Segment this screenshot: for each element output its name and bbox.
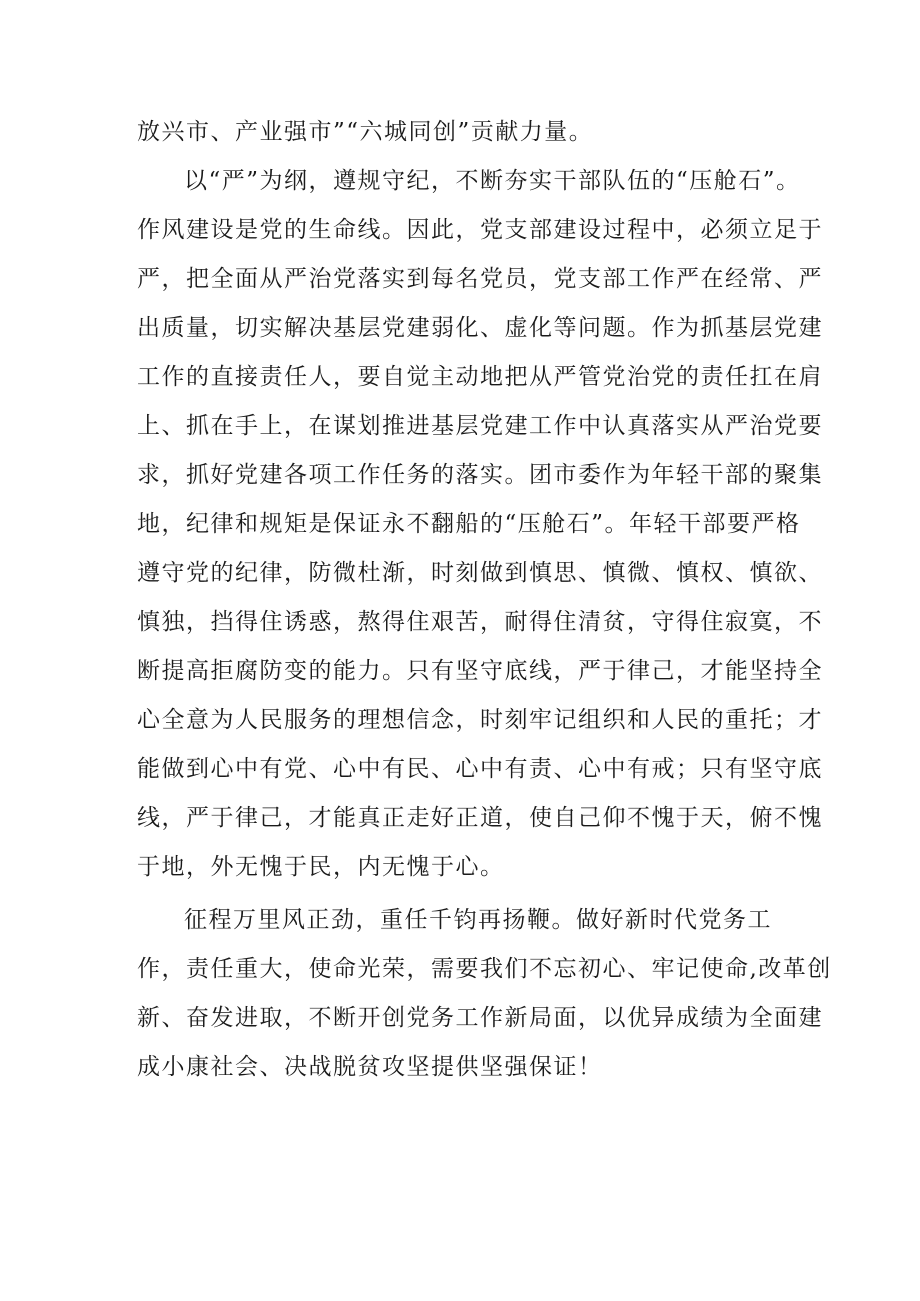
paragraph-continuation [137,108,797,157]
text-line: 征程万里风正劲，重任千钧再扬鞭。做好新时代党务工 [184,907,772,933]
text-line: 作风建设是党的生命线。因此，党支部建设过程中，必须立足于 [137,217,823,243]
text-line: 作，责任重大，使命光荣，需要我们不忘初心、牢记使命,改革创 [137,956,832,982]
document-body [137,108,832,1092]
text-line: 于地，外无愧于民，内无愧于心。 [137,854,505,880]
paragraph-conclusion [137,896,832,1092]
text-line: 遵守党的纪律，防微杜渐，时刻做到慎思、慎微、慎权、慎欲、 [137,560,823,586]
paragraph-discipline [137,157,823,892]
text-line: 成小康社会、决战脱贫攻坚提供坚强保证！ [137,1054,603,1080]
text-line: 能做到心中有党、心中有民、心中有责、心中有戒；只有坚守底 [137,756,823,782]
text-line: 心全意为人民服务的理想信念，时刻牢记组织和人民的重托；才 [137,707,823,733]
text-line: 求，抓好党建各项工作任务的落实。团市委作为年轻干部的聚集 [137,462,823,488]
text-line: 地，纪律和规矩是保证永不翻船的“压舱石”。年轻干部要严格 [137,511,801,537]
text-line: 放兴市、产业强市”“六城同创”贡献力量。 [137,119,594,145]
text-line: 线，严于律己，才能真正走好正道，使自己仰不愧于天，俯不愧 [137,805,823,831]
text-line: 慎独，挡得住诱惑，熬得住艰苦，耐得住清贫，守得住寂寞，不 [137,609,823,635]
text-line: 出质量，切实解决基层党建弱化、虚化等问题。作为抓基层党建 [137,315,823,341]
text-line: 以“严”为纲，遵规守纪，不断夯实干部队伍的“压舱石”。 [184,168,801,194]
text-line: 严，把全面从严治党落实到每名党员，党支部工作严在经常、严 [137,266,823,292]
text-line: 上、抓在手上，在谋划推进基层党建工作中认真落实从严治党要 [137,413,823,439]
text-line: 工作的直接责任人，要自觉主动地把从严管党治党的责任扛在肩 [137,364,823,390]
text-line: 新、奋发进取，不断开创党务工作新局面，以优异成绩为全面建 [137,1005,823,1031]
text-line: 断提高拒腐防变的能力。只有坚守底线，严于律己，才能坚持全 [137,658,823,684]
